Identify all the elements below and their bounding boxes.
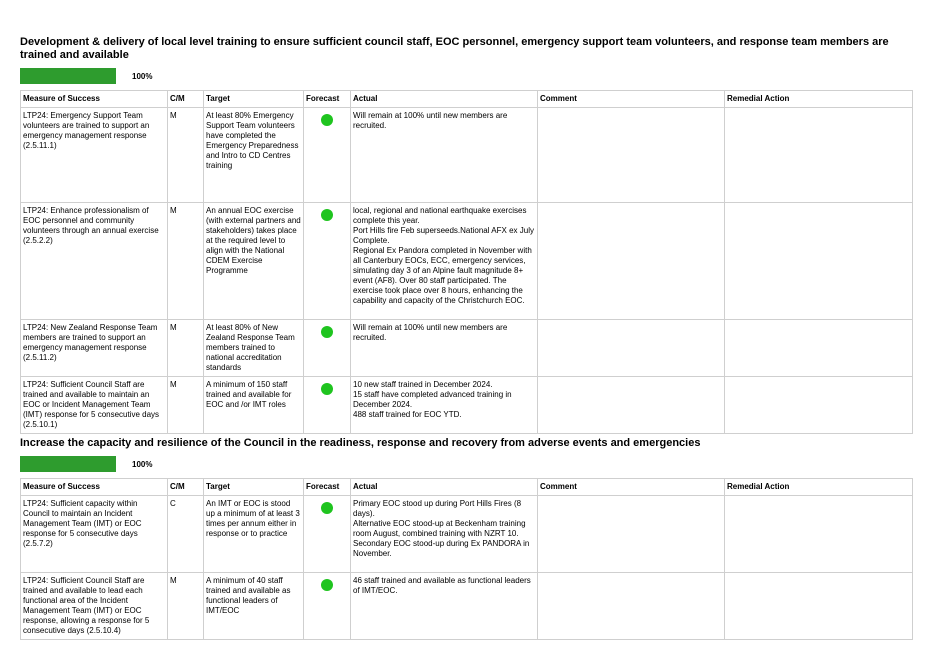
actual-cell	[351, 108, 538, 203]
table-row	[21, 320, 913, 377]
target-cell: An annual EOC exercise (with external partners and stakeholders) takes place at the required level to align with the National CDEM Exercise Programme	[204, 203, 304, 320]
forecast-cell	[304, 573, 351, 640]
table-row	[21, 496, 913, 573]
measure-cell: LTP24: Sufficient Council Staff are trained and available to lead each functional area of the Incident Management Team (IMT) or EOC response, allowing a response for 5 consecutive days (2.5.10.4)	[21, 573, 168, 640]
cm-cell: M	[168, 320, 204, 377]
remedial-cell	[725, 203, 913, 320]
comment-cell	[538, 573, 725, 640]
actual-line: Will remain at 100% until new members are recruited.	[353, 323, 508, 342]
remedial-cell	[725, 573, 913, 640]
column-header-forecast: Forecast	[304, 479, 351, 496]
table-header-row	[21, 91, 913, 108]
comment-cell	[538, 108, 725, 203]
progress-row	[20, 456, 912, 472]
comment-cell	[538, 377, 725, 434]
column-header-cm: C/M	[168, 91, 204, 108]
actual-line: Secondary EOC stood-up during Ex PANDORA in November.	[353, 539, 530, 558]
column-header-cm: C/M	[168, 479, 204, 496]
actual-line: Primary EOC stood up during Port Hills Fires (8 days).	[353, 499, 522, 518]
green-status-dot-icon	[321, 502, 333, 514]
actual-cell	[351, 496, 538, 573]
actual-line: 488 staff trained for EOC YTD.	[353, 410, 462, 419]
measure-cell: LTP24: Enhance professionalism of EOC personnel and community volunteers through an annual exercise (2.5.2.2)	[21, 203, 168, 320]
actual-line: local, regional and national earthquake exercises complete this year.	[353, 206, 527, 225]
actual-line: 15 staff have completed advanced training in December 2024.	[353, 390, 512, 409]
cm-cell: M	[168, 108, 204, 203]
target-cell: At least 80% of New Zealand Response Team members trained to national accreditation standards	[204, 320, 304, 377]
progress-label: 100%	[132, 459, 153, 469]
target-cell: A minimum of 150 staff trained and available for EOC and /or IMT roles	[204, 377, 304, 434]
column-header-actual: Actual	[351, 479, 538, 496]
actual-cell	[351, 377, 538, 434]
column-header-remedial: Remedial Action	[725, 91, 913, 108]
table-row	[21, 203, 913, 320]
actual-line: Regional Ex Pandora completed in November with all Canterbury EOCs, ECC, emergency services, simulating day 3 of an Alpine fault magnitude 8+ event (AF8). Over 80 staff participated. The exercise took place over 8 hours, enhancing the capability and capacity of the Christchurch EOC.	[353, 246, 532, 305]
forecast-cell	[304, 377, 351, 434]
remedial-cell	[725, 496, 913, 573]
forecast-cell	[304, 496, 351, 573]
progress-fill	[20, 68, 116, 84]
comment-cell	[538, 496, 725, 573]
table-row	[21, 573, 913, 640]
progress-bar	[20, 456, 116, 472]
progress-row	[20, 68, 912, 84]
cm-cell: M	[168, 377, 204, 434]
column-header-target: Target	[204, 479, 304, 496]
actual-line: Alternative EOC stood-up at Beckenham training room August, combined training with NZRT 10.	[353, 519, 526, 538]
measures-table	[20, 478, 913, 640]
actual-line: 10 new staff trained in December 2024.	[353, 380, 493, 389]
section-capacity	[20, 437, 912, 640]
table-row	[21, 108, 913, 203]
remedial-cell	[725, 377, 913, 434]
target-cell: A minimum of 40 staff trained and available as functional leaders of IMT/EOC	[204, 573, 304, 640]
actual-cell	[351, 320, 538, 377]
actual-line: Will remain at 100% until new members are recruited.	[353, 111, 508, 130]
actual-cell	[351, 573, 538, 640]
section-training	[20, 36, 912, 434]
cm-cell: M	[168, 203, 204, 320]
actual-line: Port Hills fire Feb superseeds.National AFX ex July Complete.	[353, 226, 534, 245]
cm-cell: M	[168, 573, 204, 640]
forecast-cell	[304, 203, 351, 320]
measure-cell: LTP24: Emergency Support Team volunteers are trained to support an emergency management response (2.5.11.1)	[21, 108, 168, 203]
comment-cell	[538, 203, 725, 320]
green-status-dot-icon	[321, 114, 333, 126]
actual-cell	[351, 203, 538, 320]
section-title: Development & delivery of local level training to ensure sufficient council staff, EOC personnel, emergency support team volunteers, and response team members are trained and available	[20, 36, 889, 61]
measure-cell: LTP24: Sufficient Council Staff are trained and available to maintain an EOC or Incident Management Team (IMT) response for 5 consecutive days (2.5.10.1)	[21, 377, 168, 434]
progress-label: 100%	[132, 71, 153, 81]
actual-line: 46 staff trained and available as functional leaders of IMT/EOC.	[353, 576, 531, 595]
target-cell: At least 80% Emergency Support Team volunteers have completed the Emergency Preparedness and Intro to CD Centres training	[204, 108, 304, 203]
column-header-measure: Measure of Success	[21, 91, 168, 108]
cm-cell: C	[168, 496, 204, 573]
column-header-actual: Actual	[351, 91, 538, 108]
progress-fill	[20, 456, 116, 472]
column-header-measure: Measure of Success	[21, 479, 168, 496]
column-header-comment: Comment	[538, 91, 725, 108]
green-status-dot-icon	[321, 326, 333, 338]
column-header-forecast: Forecast	[304, 91, 351, 108]
forecast-cell	[304, 108, 351, 203]
remedial-cell	[725, 108, 913, 203]
green-status-dot-icon	[321, 209, 333, 221]
measures-table	[20, 90, 913, 434]
table-header-row	[21, 479, 913, 496]
measure-cell: LTP24: Sufficient capacity within Council to maintain an Incident Management Team (IMT) or EOC response for 5 consecutive days (2.5.7.2)	[21, 496, 168, 573]
progress-bar	[20, 68, 116, 84]
comment-cell	[538, 320, 725, 377]
column-header-target: Target	[204, 91, 304, 108]
remedial-cell	[725, 320, 913, 377]
table-row	[21, 377, 913, 434]
target-cell: An IMT or EOC is stood up a minimum of at least 3 times per annum either in response or to practice	[204, 496, 304, 573]
measure-cell: LTP24: New Zealand Response Team members are trained to support an emergency management response (2.5.11.2)	[21, 320, 168, 377]
column-header-comment: Comment	[538, 479, 725, 496]
forecast-cell	[304, 320, 351, 377]
column-header-remedial: Remedial Action	[725, 479, 913, 496]
green-status-dot-icon	[321, 383, 333, 395]
section-title: Increase the capacity and resilience of the Council in the readiness, response and recovery from adverse events and emergencies	[20, 437, 701, 449]
green-status-dot-icon	[321, 579, 333, 591]
